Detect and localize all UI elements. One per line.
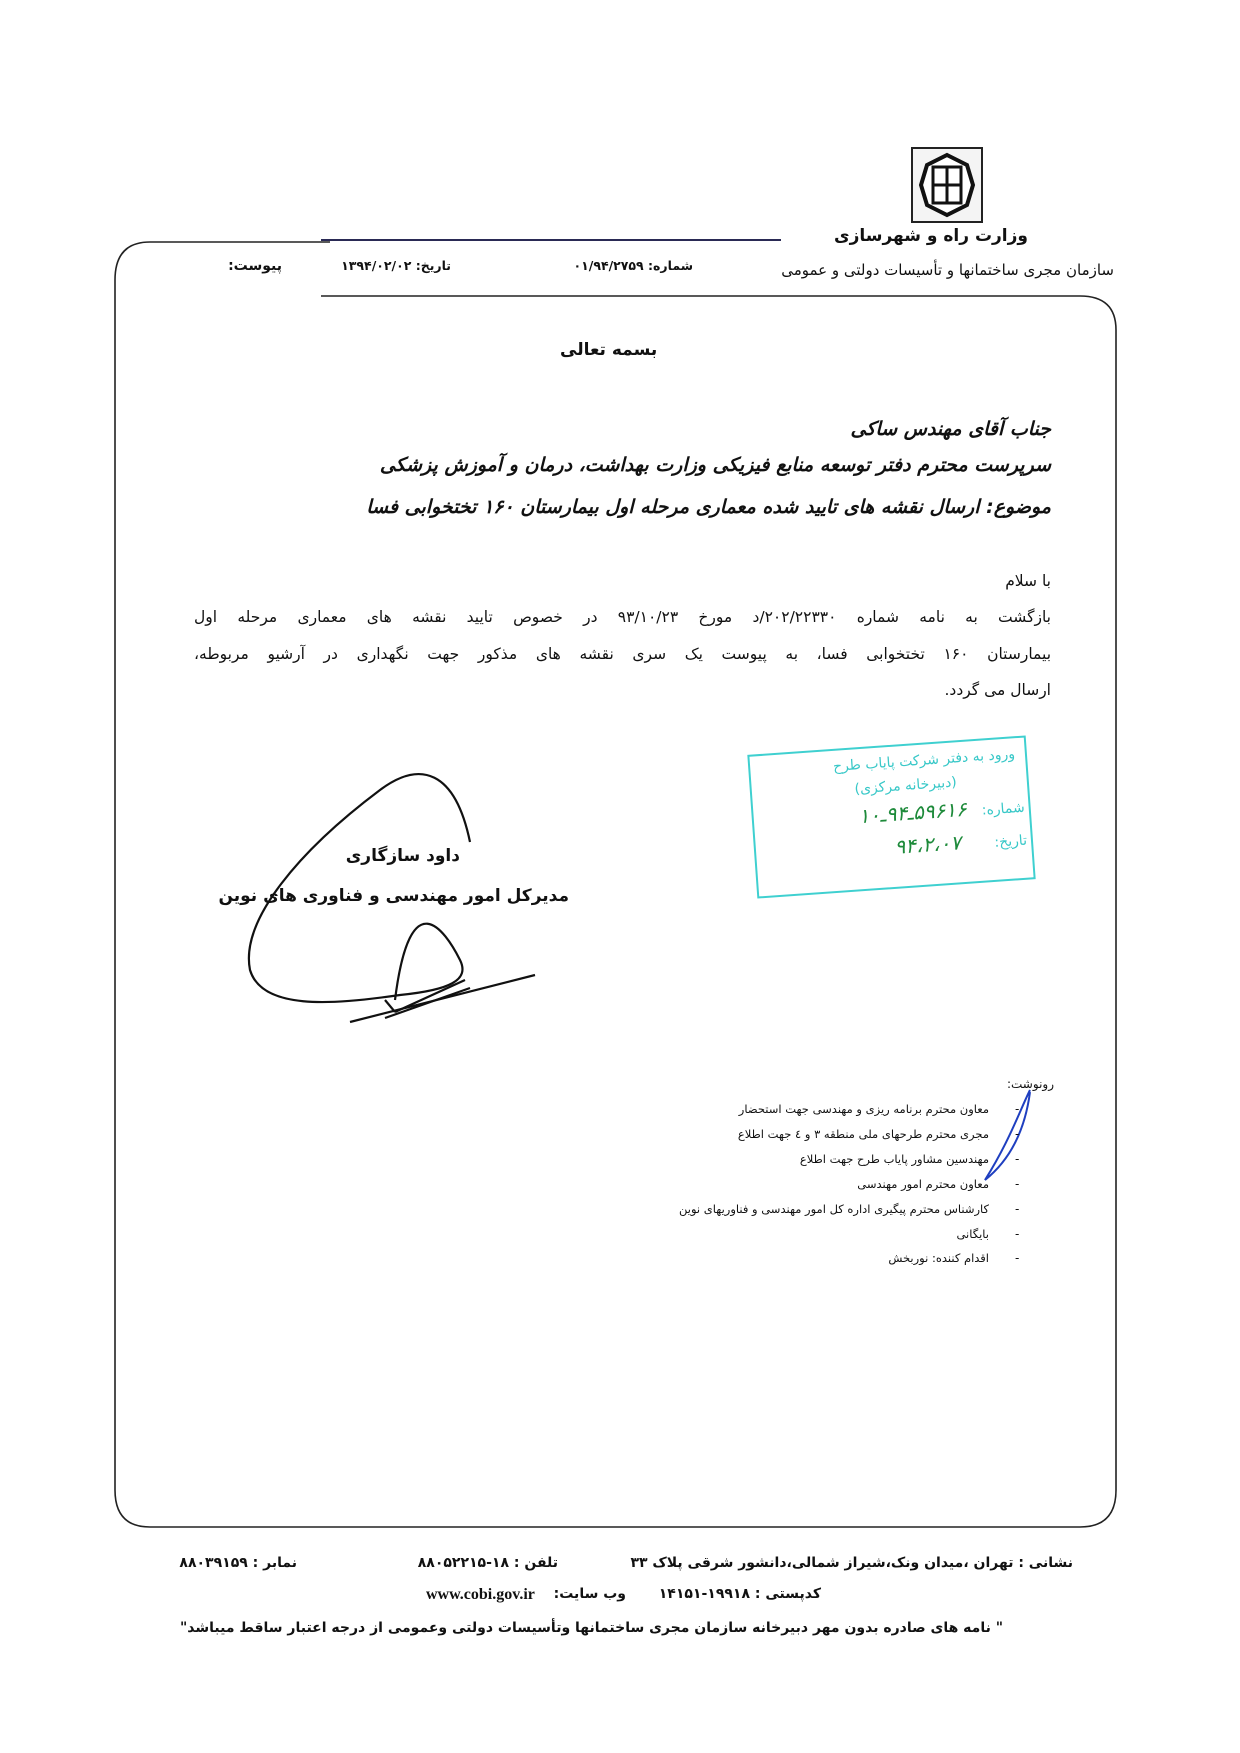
cc-item: اقدام کننده: نوربخش: [888, 1251, 989, 1265]
cc-dash: -: [1015, 1127, 1020, 1141]
letter-date: [341, 258, 451, 273]
invocation: بسمه تعالی: [560, 340, 658, 360]
footer-website-label: وب سایت:: [553, 1586, 626, 1602]
stamp-number-value: ۵۹۶۱۶ـ۹۴ـ۱۰: [857, 796, 968, 829]
addressee: جناب آقای مهندس ساکی: [850, 418, 1051, 440]
stamp-line: ورود به دفتر شرکت پایاب طرح: [832, 746, 1016, 775]
cc-dash: -: [1015, 1152, 1020, 1166]
letter-number: [574, 258, 693, 273]
ministry-name: وزارت راه و شهرسازی: [833, 226, 1028, 246]
cc-dash: -: [1015, 1227, 1020, 1241]
stamp-date-value: ۹۴،۲،۰۷: [893, 830, 962, 859]
cc-item: مجری محترم طرحهای ملی منطقه ۳ و ٤ جهت اطلاع: [737, 1127, 989, 1141]
body-line: بازگشت به نامه شماره ۲۰۲/۲۲۳۳۰/د مورخ ۹۳/۱۰/۲۳ در خصوص تایید نقشه های معماری مرحله اول: [194, 608, 1051, 626]
cc-checkmark: [985, 1090, 1030, 1180]
cc-item: معاون محترم برنامه ریزی و مهندسی جهت استحضار: [738, 1102, 989, 1116]
greeting: با سلام: [1005, 572, 1051, 590]
cc-dash: -: [1015, 1177, 1020, 1191]
footer-phone: تلفن : ۱۸-۸۸۰۵۲۲۱۵: [417, 1555, 558, 1571]
organization-name: سازمان مجری ساختمانها و تأسیسات دولتی و عمومی: [781, 261, 1114, 279]
footer-fax: نمابر : ۸۸۰۳۹۱۵۹: [179, 1555, 297, 1571]
cc-item: معاون محترم امور مهندسی: [857, 1177, 989, 1191]
number-label: شماره:: [648, 258, 693, 273]
cc-item: مهندسین مشاور پایاب طرح جهت اطلاع: [799, 1152, 989, 1166]
subject: موضوع: ارسال نقشه های تایید شده معماری مرحله اول بیمارستان ۱۶۰ تختخوابی فسا: [366, 496, 1051, 518]
stamp-line: (دبیرخانه مرکزی): [854, 774, 958, 798]
ministry-logo: [911, 147, 983, 223]
body-line: ارسال می گردد.: [944, 681, 1051, 699]
footer-notice: " نامه های صادره بدون مهر دبیرخانه سازمان مجری ساختمانها وتأسیسات دولتی وعمومی از درجه اعتبار ساقط میباشد": [180, 1620, 1003, 1636]
footer-address: نشانی : تهران ،میدان ونک،شیراز شمالی،دانشور شرقی پلاک ۳۳: [630, 1555, 1073, 1571]
footer-postcode: کدپستی : ۱۹۹۱۸-۱۴۱۵۱: [658, 1586, 821, 1602]
signatory-title: مدیرکل امور مهندسی و فناوری های نوین: [218, 886, 569, 906]
cc-dash: -: [1015, 1251, 1020, 1265]
footer-website[interactable]: www.cobi.gov.ir: [426, 1586, 535, 1603]
date-label: تاریخ:: [415, 258, 451, 273]
cc-dash: -: [1015, 1102, 1020, 1116]
stamp-number-label: شماره:: [981, 799, 1026, 819]
received-stamp: [747, 735, 1035, 898]
cc-item: کارشناس محترم پیگیری اداره کل امور مهندسی و فناوریهای نوین: [679, 1202, 989, 1216]
cc-dash: -: [1015, 1202, 1020, 1216]
addressee-title: سرپرست محترم دفتر توسعه منابع فیزیکی وزارت بهداشت، درمان و آموزش پزشکی: [379, 454, 1051, 476]
cc-label: رونوشت:: [1006, 1077, 1054, 1091]
cc-item: بایگانی: [956, 1227, 989, 1241]
signatory-name: داود سازگاری: [345, 846, 460, 866]
body-line: بیمارستان ۱۶۰ تختخوابی فسا، به پیوست یک سری نقشه های مذکور جهت نگهداری در آرشیو مربوطه،: [194, 645, 1052, 663]
stamp-date-label: تاریخ:: [993, 832, 1028, 851]
date-value: ۱۳۹۴/۰۲/۰۲: [341, 258, 412, 273]
attachment-label: پیوست:: [228, 258, 282, 274]
number-value: ۰۱/۹۴/۲۷۵۹: [573, 258, 644, 273]
